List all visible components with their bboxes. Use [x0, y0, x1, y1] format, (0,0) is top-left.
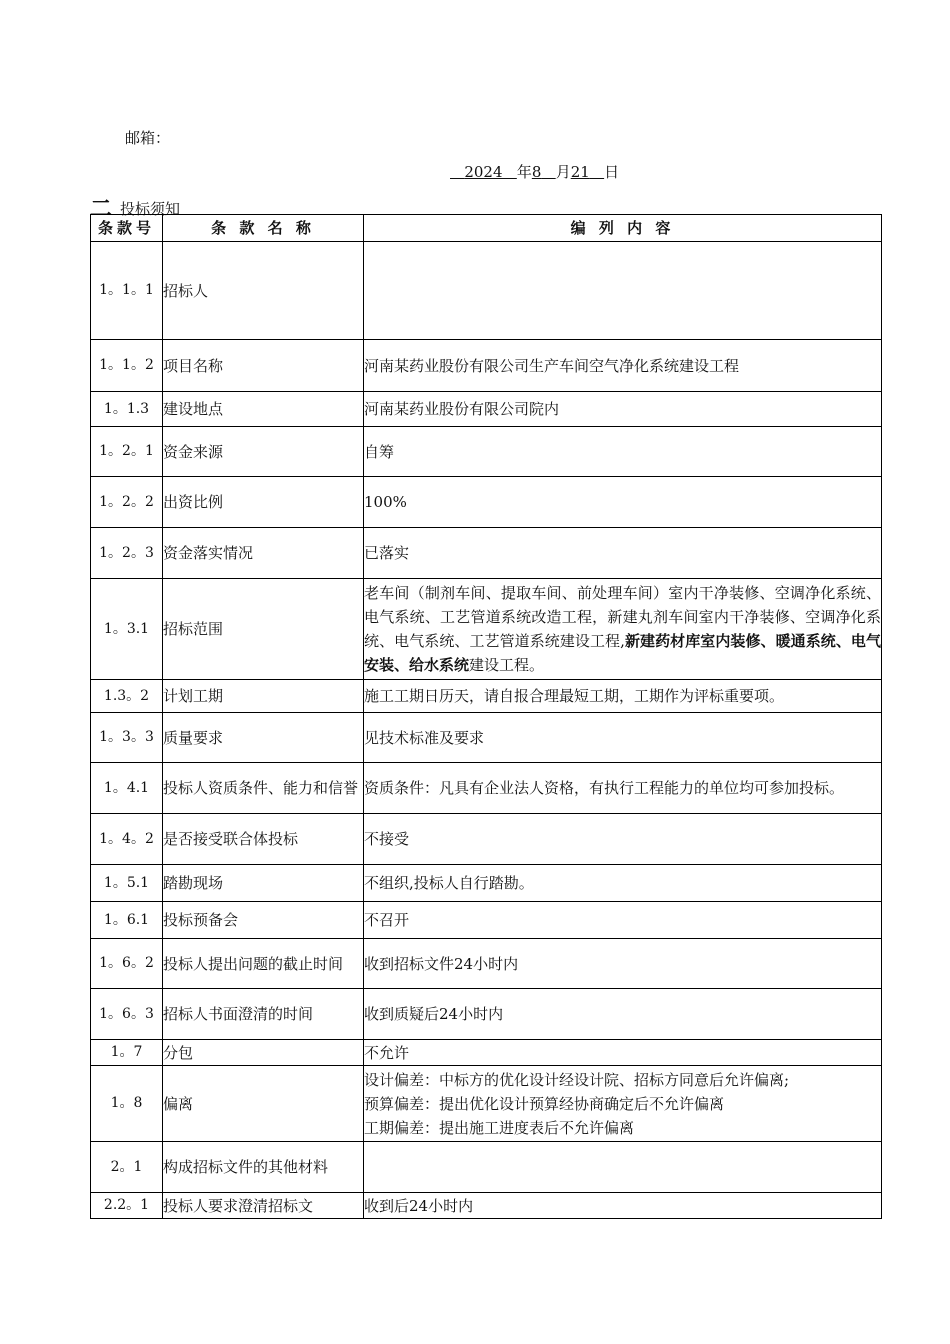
clause-content: 河南某药业股份有限公司院内 — [364, 392, 882, 427]
table-row — [91, 340, 882, 392]
clause-content: 资质条件：凡具有企业法人资格，有执行工程能力的单位均可参加投标。 — [364, 763, 882, 814]
header-clause-number: 条款号 — [91, 215, 163, 242]
clause-content — [364, 579, 882, 680]
clause-name: 投标人要求澄清招标文 — [163, 1193, 364, 1219]
table-row — [91, 477, 882, 528]
clause-name: 投标预备会 — [163, 902, 364, 939]
clause-name: 是否接受联合体投标 — [163, 814, 364, 865]
deviation-line: 工期偏差：提出施工进度表后不允许偏离 — [364, 1118, 635, 1137]
clause-content: 100% — [364, 477, 882, 528]
clause-content: 自筹 — [364, 427, 882, 477]
clause-name: 建设地点 — [163, 392, 364, 427]
clause-number: 1.3。2 — [91, 680, 163, 713]
table-row — [91, 1142, 882, 1193]
table-row — [91, 427, 882, 477]
mail-label: 邮箱： — [125, 129, 171, 147]
clause-number: 1。4.1 — [91, 763, 163, 814]
clause-name: 踏勘现场 — [163, 865, 364, 902]
table-row — [91, 680, 882, 713]
clause-number: 1。5.1 — [91, 865, 163, 902]
clause-name: 投标人提出问题的截止时间 — [163, 939, 364, 989]
clause-number: 1。1。1 — [91, 242, 163, 340]
table-row — [91, 1066, 882, 1142]
clause-number: 1。4。2 — [91, 814, 163, 865]
clause-content: 不允许 — [364, 1040, 882, 1066]
clause-number: 1。6.1 — [91, 902, 163, 939]
date-month: 8 — [531, 163, 542, 181]
clause-name: 招标人 — [163, 242, 364, 340]
clause-name: 招标范围 — [163, 579, 364, 680]
clause-name: 资金落实情况 — [163, 528, 364, 579]
date-day: 21 — [570, 163, 590, 181]
clause-number: 1。1。2 — [91, 340, 163, 392]
deviation-line: 预算偏差：提出优化设计预算经协商确定后不允许偏离 — [364, 1094, 725, 1113]
table-row — [91, 1193, 882, 1219]
clause-content: 不组织,投标人自行踏勘。 — [364, 865, 882, 902]
header-clause-name: 条 款 名 称 — [163, 215, 364, 242]
date-day-suffix: 日 — [604, 163, 620, 181]
clause-number: 2.2。1 — [91, 1193, 163, 1219]
clause-content: 收到后24小时内 — [364, 1193, 882, 1219]
date-year-suffix: 年 — [516, 163, 532, 181]
table-row — [91, 989, 882, 1040]
table-row — [91, 939, 882, 989]
date-line — [450, 161, 619, 182]
clause-number: 1。3。3 — [91, 713, 163, 763]
date-year: 2024 — [464, 163, 503, 181]
clause-name: 构成招标文件的其他材料 — [163, 1142, 364, 1193]
header-content: 编 列 内 容 — [364, 215, 882, 242]
table-row — [91, 814, 882, 865]
clause-content — [364, 1142, 882, 1193]
clause-number: 1。2。2 — [91, 477, 163, 528]
table-row — [91, 713, 882, 763]
table-row — [91, 902, 882, 939]
clause-name: 招标人书面澄清的时间 — [163, 989, 364, 1040]
scope-text: 老车间（制剂车间、提取车间、前处理车间）室内干净装修、空调净化系统、电气系统、工艺管道系统改造工程，新建丸剂车间室内干净装修、空调净化系统、电气系统、工艺管道系统建设工程, — [364, 584, 881, 650]
deviation-line: 设计偏差：中标方的优化设计经设计院、招标方同意后允许偏离; — [364, 1070, 790, 1089]
table-header-row — [91, 215, 882, 242]
clause-name: 出资比例 — [163, 477, 364, 528]
clause-name: 计划工期 — [163, 680, 364, 713]
clause-name: 投标人资质条件、能力和信誉 — [163, 763, 364, 814]
clause-number: 1。7 — [91, 1040, 163, 1066]
clause-content: 不召开 — [364, 902, 882, 939]
clause-number: 1。3.1 — [91, 579, 163, 680]
clause-content: 河南某药业股份有限公司生产车间空气净化系统建设工程 — [364, 340, 882, 392]
clause-name: 偏离 — [163, 1066, 364, 1142]
clause-name: 资金来源 — [163, 427, 364, 477]
clause-content: 已落实 — [364, 528, 882, 579]
section-title: 投标须知 — [120, 200, 181, 218]
clause-number: 2。1 — [91, 1142, 163, 1193]
clause-content: 收到招标文件24小时内 — [364, 939, 882, 989]
clause-content: 施工工期日历天，请自报合理最短工期，工期作为评标重要项。 — [364, 680, 882, 713]
clause-name: 质量要求 — [163, 713, 364, 763]
clause-content — [364, 1066, 882, 1142]
clause-number: 1。6。2 — [91, 939, 163, 989]
table-row — [91, 763, 882, 814]
bidding-instructions-table — [90, 214, 882, 1219]
table-row — [91, 579, 882, 680]
clause-content: 见技术标准及要求 — [364, 713, 882, 763]
scope-tail-text: 建设工程。 — [469, 656, 545, 674]
clause-number: 1。6。3 — [91, 989, 163, 1040]
clause-content: 不接受 — [364, 814, 882, 865]
table-row — [91, 1040, 882, 1066]
table-row — [91, 865, 882, 902]
clause-number: 1。2。1 — [91, 427, 163, 477]
clause-name: 项目名称 — [163, 340, 364, 392]
clause-content: 收到质疑后24小时内 — [364, 989, 882, 1040]
scope-bold-text: 新建药材库室内装修、暖通系统、电气安装、给水系统 — [364, 632, 881, 674]
clause-number: 1。8 — [91, 1066, 163, 1142]
clause-name: 分包 — [163, 1040, 364, 1066]
date-month-suffix: 月 — [555, 163, 571, 181]
section-number: 二 — [90, 196, 113, 222]
clause-number: 1。1.3 — [91, 392, 163, 427]
table-row — [91, 528, 882, 579]
clause-number: 1。2。3 — [91, 528, 163, 579]
table-row — [91, 392, 882, 427]
clause-content — [364, 242, 882, 340]
table-row — [91, 242, 882, 340]
